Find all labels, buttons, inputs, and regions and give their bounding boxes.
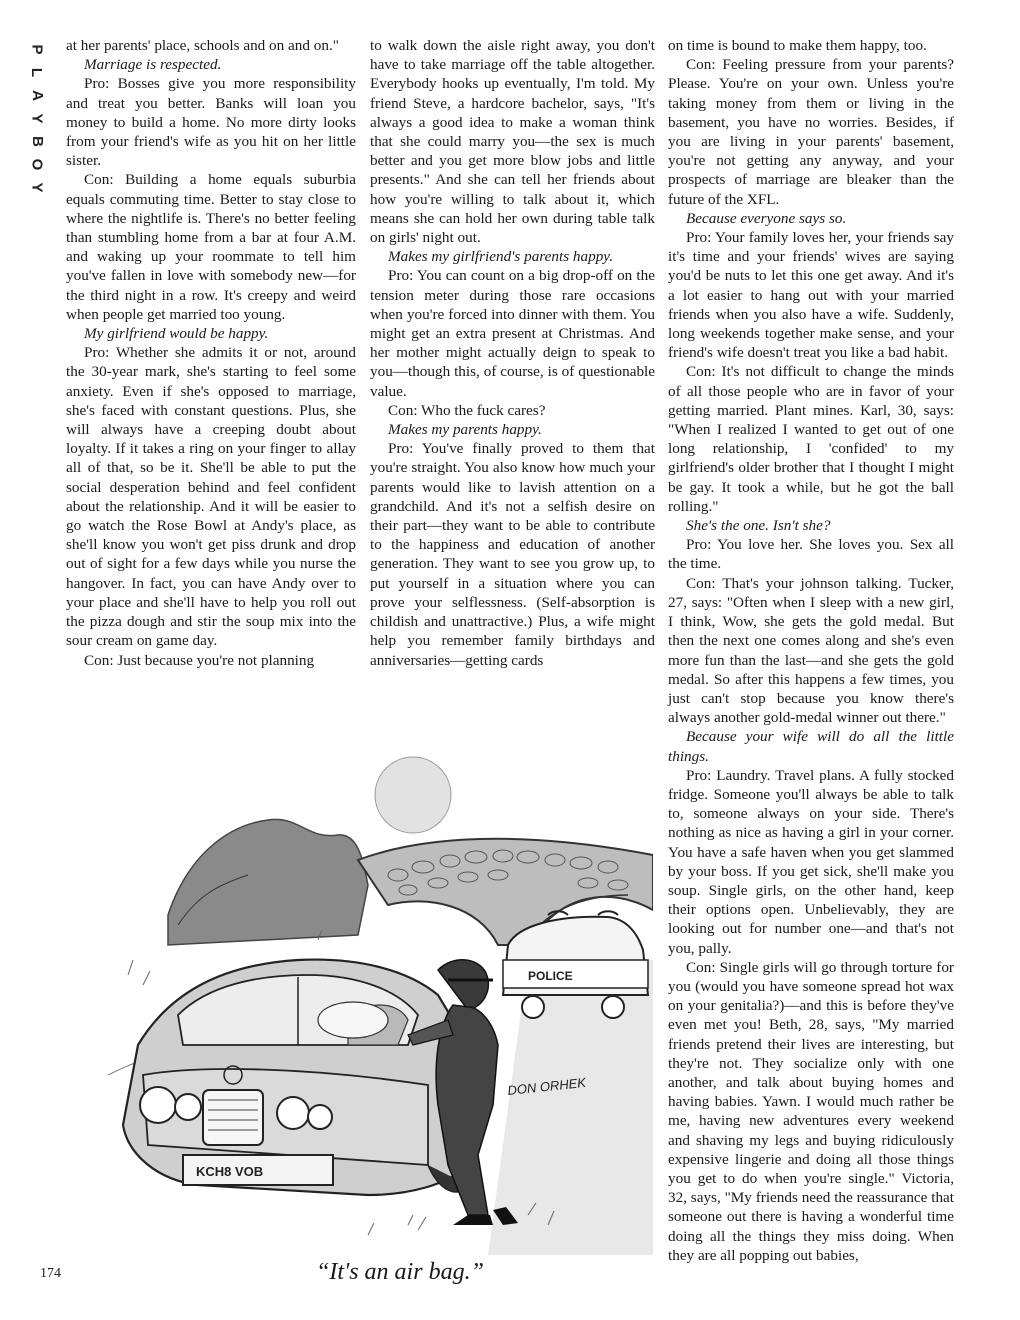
paragraph: Con: Just because you're not planning xyxy=(84,651,315,669)
paragraph: Pro: You can count on a big drop-off on the tension meter during those rare occasions when you're forced into dinner with them. You might get an extra present at Christmas. And her mother might actually deign to speak to you—though this, of course, is of questionable value. xyxy=(370,267,655,400)
cartoon-illustration xyxy=(108,745,653,1255)
masthead-vertical xyxy=(22,38,52,199)
cartoon-svg xyxy=(108,745,653,1255)
masthead-letter: O xyxy=(28,158,46,171)
cartoon-caption: “It's an air bag.” xyxy=(316,1259,484,1285)
text-column-2 xyxy=(370,36,655,692)
masthead-letter: P xyxy=(28,44,46,55)
paragraph: Pro: You love her. She loves you. Sex all the time. xyxy=(668,536,954,573)
masthead-letter: B xyxy=(28,136,46,147)
subhead: She's the one. Isn't she? xyxy=(686,517,831,535)
masthead-letter: A xyxy=(28,90,46,101)
paragraph: at her parents' place, schools and on and on." xyxy=(66,37,339,54)
paragraph: on time is bound to make them happy, too. xyxy=(668,37,927,54)
paragraph: to walk down the aisle right away, you don't have to take marriage off the table altogether. Everybody hooks up eventually, I'm told. My friend Steve, a hardcore bachelor, says, "It's always a good idea to make a woman think that she could marry you—the sex is much better and you get more blow jobs and little presents." And she can tell her friends about how you're willing to talk about it, which means she can hold her own during table talk on girls' night out. xyxy=(370,37,655,247)
paragraph: Con: Who the fuck cares? xyxy=(388,401,546,419)
subhead: Makes my girlfriend's parents happy. xyxy=(388,248,613,266)
paragraph: Pro: Whether she admits it or not, around the 30-year mark, she's starting to feel some anxiety. Even if she's opposed to marriage, she's faced with constant questions. Plus, she will always have a creeping doubt about loyalty. If it takes a ring on your finger to allay all of that, so be it. She'll be able to put the social desperation behind and feel confident about the relationship. And it will be easier to go watch the Rose Bowl at Andy's place, as she'll know you won't get piss drunk and drop out of sight for a few days while you nurse the hangover. In fact, you can have Andy over to your place and she'll have to help you roll out the pizza dough and stir the soup mix into the sour cream on game day. xyxy=(66,344,356,650)
bushes-shape xyxy=(168,819,368,945)
paragraph: Pro: Your family loves her, your friends say it's time and your friends' wives are saying you'd be nuts to let this one get away. And it's a lot easier to hang out with your married friends when you also have a wife. Suddenly, long weekends together make sense, and your friend's wife doesn't treat you like a bad habit. xyxy=(668,229,954,362)
subhead: Makes my parents happy. xyxy=(388,421,542,439)
page-number: 174 xyxy=(40,1266,61,1281)
paragraph: Con: Building a home equals suburbia equals commuting time. Better to stay close to where the nightlife is. There's no better feeling than stumbling home from a bar at four A.M. and waking up your roommate to tell him you've fallen in love with somebody new—for the third night in a row. It's creepy and weird when people get married too young. xyxy=(66,171,356,323)
paragraph: Pro: Laundry. Travel plans. A fully stocked fridge. Someone you'll always be able to talk to, someone always on your side. There's nothing as nice as having a girl in your corner. You have a safe haven when you get slammed by your boss. If you get sick, she'll make you soup. Single girls, on the other hand, keep their options open. Unbelievably, they are looking out for number one—and that's not you, pally. xyxy=(668,766,954,957)
paragraph: Con: That's your johnson talking. Tucker, 27, says: "Often when I sleep with a new girl, I think, Wow, she gets the gold medal. But then the next one comes along and she's even more fun than the last—and she gets the gold medal. So after this happens a few times, you just can't stop because you know there's always another gold-medal winner out there." xyxy=(668,574,954,727)
police-sign: POLICE xyxy=(528,969,573,983)
masthead-letter: Y xyxy=(28,113,46,124)
subhead: Because your wife will do all the little things. xyxy=(668,728,954,765)
sun-shape xyxy=(375,757,451,833)
subhead: Because everyone says so. xyxy=(686,209,847,227)
license-plate: KCH8 VOB xyxy=(196,1164,264,1179)
masthead-letter: Y xyxy=(28,182,46,193)
paragraph: Con: Feeling pressure from your parents? Please. You're on your own. Unless you're taking money from them or living in the basement, you have no worries. Besides, if you are living in your parents' basement, you're not getting any anyway, and your prospects of marriage are bleaker than the future of the XFL. xyxy=(668,56,954,208)
sedan-car-shape xyxy=(123,960,468,1195)
paragraph: Pro: Bosses give you more responsibility and treat you better. Banks will loan you money to build a home. No more dirty looks from your friend's wife as you hit on her little sister. xyxy=(66,75,356,170)
text-column-3 xyxy=(668,36,954,1288)
paragraph: Con: It's not difficult to change the minds of all those people who are in favor of your getting married. Plant mines. Karl, 30, says: "When I realized I wanted to get out of one long relationship, I 'confided' to my girlfriend's older brother that I thought I might be gay. It took a while, but he got the ball rolling." xyxy=(668,363,954,515)
subhead: My girlfriend would be happy. xyxy=(84,325,269,343)
paragraph: Pro: You've finally proved to them that you're straight. You also know how much your parents would like to lavish attention on a grandchild. And it's not a selfish desire on their part—they want to be able to contribute to the happiness and education of another generation. They want to see you grow up, to put yourself in a situation where you can prove your selflessness. (Self-absorption is childish and unattractive.) Plus, a wife might help you remember family birthdays and anniversaries—getting cards xyxy=(370,440,655,669)
text-column-1 xyxy=(66,36,356,692)
artist-signature: DON ORHEK xyxy=(506,1074,587,1098)
paragraph: Con: Single girls will go through torture for you (would you have someone spread hot wax on your genitalia?)—and this is before they've even met you! Beth, 28, says, "My married friends pretend their lives are interesting, but they're not. They socialize only with one another, and talk about buying homes and having babies. Yawn. I would much rather be me, having new adventures every weekend and shaving my legs and buying ridiculously expensive lingerie and doing all those things you get to do when you're single." Victoria, 32, says, "My friends need the reassurance that someone out there is having a wonderful time doing all the things they miss doing. When they are all popping out babies, xyxy=(668,958,954,1264)
masthead-letter: L xyxy=(28,67,46,78)
subhead: Marriage is respected. xyxy=(84,56,222,74)
